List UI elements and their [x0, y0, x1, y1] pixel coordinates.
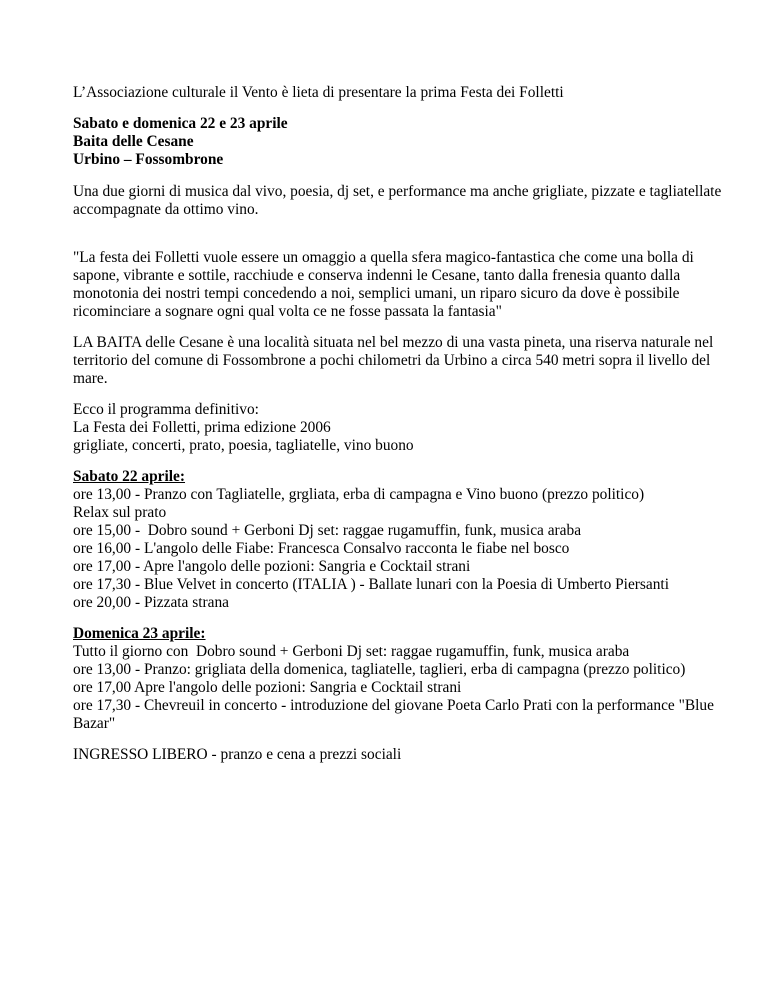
event-venue: Baita delle Cesane	[73, 133, 194, 150]
sabato-item: ore 17,00 - Apre l'angolo delle pozioni: Sangria e Cocktail strani	[73, 558, 471, 575]
baita-description: LA BAITA delle Cesane è una località situata nel bel mezzo di una vasta pineta, una riserva naturale nel territorio del comune di Fossombrone a pochi chilometri da Urbino a circa 540 metri sopra il livello del mare.	[73, 334, 718, 387]
festival-quote: "La festa dei Folletti vuole essere un omaggio a quella sfera magico-fantastica che come una bolla di sapone, vibrante e sottile, racchiude e conserva indenni le Cesane, tanto dalla frenesia quanto dalla monotonia dei nostri tempi concedendo a noi, semplici umani, un riparo sicuro da dove è possibile ricominciare a sognare ogni qual volta ce ne fosse passata la fantasia"	[73, 249, 698, 320]
sabato-item: Relax sul prato	[73, 504, 167, 521]
domenica-item: ore 13,00 - Pranzo: grigliata della domenica, tagliatelle, taglieri, erba di campagna (prezzo politico)	[73, 661, 686, 678]
domenica-item: ore 17,30 - Chevreuil in concerto - introduzione del giovane Poeta Carlo Prati con la performance "Blue Bazar"	[73, 697, 718, 732]
programma-edition: La Festa dei Folletti, prima edizione 2006	[73, 419, 331, 436]
document-page	[73, 84, 733, 764]
event-summary: Una due giorni di musica dal vivo, poesia, dj set, e performance ma anche grigliate, pizzate e tagliatellate accompagnate da ottimo vino.	[73, 183, 726, 218]
sabato-item: ore 17,30 - Blue Velvet in concerto (ITALIA ) - Ballate lunari con la Poesia di Umberto Piersanti	[73, 576, 669, 593]
domenica-item: ore 17,00 Apre l'angolo delle pozioni: Sangria e Cocktail strani	[73, 679, 462, 696]
event-location: Urbino – Fossombrone	[73, 151, 224, 168]
programma-intro: Ecco il programma definitivo:	[73, 401, 259, 418]
sabato-item: ore 16,00 - L'angolo delle Fiabe: Francesca Consalvo racconta le fiabe nel bosco	[73, 540, 570, 557]
footer-note: INGRESSO LIBERO - pranzo e cena a prezzi sociali	[73, 746, 402, 763]
intro-line: L’Associazione culturale il Vento è lieta di presentare la prima Festa dei Folletti	[73, 84, 564, 101]
sabato-item: ore 20,00 - Pizzata strana	[73, 594, 229, 611]
domenica-heading: Domenica 23 aprile:	[73, 625, 206, 642]
sabato-item: ore 15,00 - Dobro sound + Gerboni Dj set: raggae rugamuffin, funk, musica araba	[73, 522, 582, 539]
domenica-item: Tutto il giorno con Dobro sound + Gerboni Dj set: raggae rugamuffin, funk, musica araba	[73, 643, 630, 660]
sabato-heading: Sabato 22 aprile:	[73, 468, 186, 485]
programma-highlights: grigliate, concerti, prato, poesia, tagliatelle, vino buono	[73, 437, 414, 454]
event-dates: Sabato e domenica 22 e 23 aprile	[73, 115, 288, 132]
sabato-item: ore 13,00 - Pranzo con Tagliatelle, grgliata, erba di campagna e Vino buono (prezzo politico)	[73, 486, 645, 503]
